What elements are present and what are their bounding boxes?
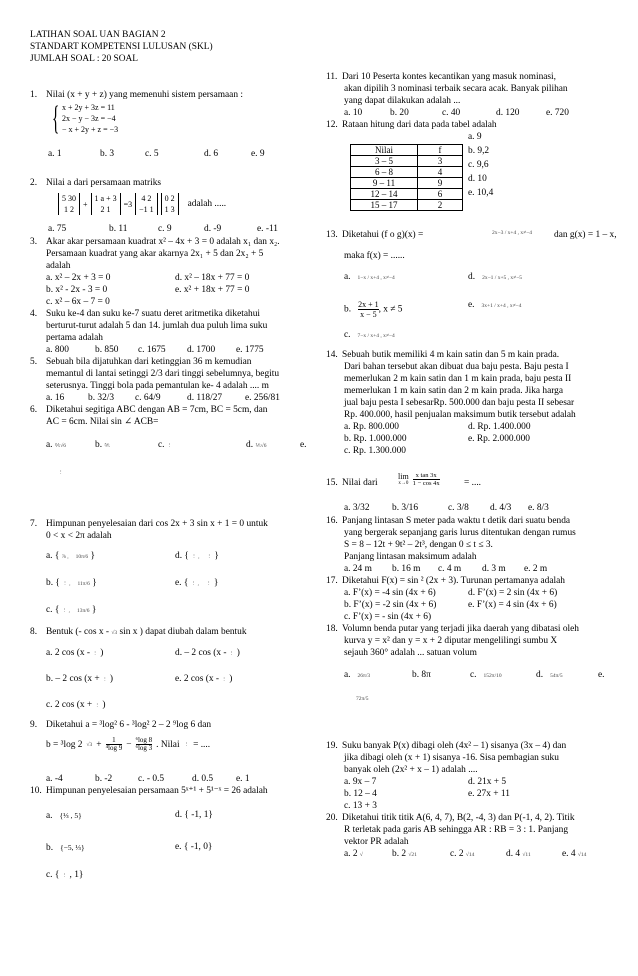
q6-option-b[interactable]: b. ⅗ <box>95 440 110 450</box>
q18-line-3: sejauh 360° adalah ... satuan volum <box>344 648 477 658</box>
matrix-2: 1 a + 3 2 1 <box>91 193 121 215</box>
question-12: 12. Rataan hitung dari data pada tabel adalah <box>326 120 497 130</box>
q1-system: { x + 2y + 3z = 11 2x − y − 3z = −4 − x + 2y + z = −3 <box>52 100 119 137</box>
question-17: 17. Diketahui F(x) = sin ² (2x + 3). Turunan pertamanya adalah <box>326 576 565 586</box>
q16-option-d[interactable]: d. 3 m <box>482 564 506 574</box>
q1-option-a[interactable]: a. 1 <box>48 149 62 159</box>
question-1: 1. Nilai (x + y + z) yang memenuhi sistem persamaan : <box>30 90 243 100</box>
q4-option-e[interactable]: e. 1775 <box>236 345 264 355</box>
q19-option-a[interactable]: a. 9x – 7 <box>344 777 377 787</box>
q6-line-2: AC = 6cm. Nilai sin ∠ ACB= <box>46 417 159 427</box>
q19-option-c[interactable]: c. 13 + 3 <box>344 801 377 811</box>
q14-option-b[interactable]: b. Rp. 1.000.000 <box>344 434 407 444</box>
question-16: 16. Panjang lintasan S meter pada waktu t detik dari suatu benda <box>326 516 571 526</box>
q15-option-a[interactable]: a. 3/32 <box>344 503 370 513</box>
q1-option-b[interactable]: b. 3 <box>100 149 115 159</box>
q5-option-b[interactable]: b. 32/3 <box>88 393 115 403</box>
q20-option-c[interactable]: c. 2 √14 <box>450 849 475 859</box>
q20-option-b[interactable]: b. 2 √21 <box>392 849 417 859</box>
q16-option-c[interactable]: c. 4 m <box>438 564 462 574</box>
question-13: 13. Diketahui (f o g)(x) = <box>326 230 424 240</box>
q2-matrix-equation: 5 30 1 2 + 1 a + 3 2 1 =3 4 2 −1 1 0 2 1 3 adalah ..... <box>58 193 226 215</box>
q5-line-3: seterusnya. Tinggi bola pada pemantulan ke- 4 adalah .... m <box>46 381 269 391</box>
q3-option-b[interactable]: b. x² - 2x - 3 = 0 <box>46 285 108 295</box>
q3-option-c[interactable]: c. x² – 6x – 7 = 0 <box>46 297 110 307</box>
q13-option-c[interactable]: c. 7−x / x+4 , x≠−4 <box>344 330 395 340</box>
q9-option-c[interactable]: c. - 0.5 <box>138 774 165 784</box>
q15-limit-expression: lim x→0 $\frac{\text{x tan 3x}}{1 - \cos 4x}$ <box>398 471 440 487</box>
q10-option-b[interactable]: b. {−5, ⅓} <box>46 843 85 853</box>
q9-option-e[interactable]: e. 1 <box>236 774 250 784</box>
q8-option-e[interactable]: e. 2 cos (x - ⋮ ) <box>175 674 233 684</box>
q20-option-d[interactable]: d. 4 √11 <box>506 849 531 859</box>
q18-option-a[interactable]: a. 26π/3 <box>344 670 371 680</box>
q19-line-2: jika dibagi oleh (x + 1) sisanya -16. Sisa pembagian suku <box>344 753 559 763</box>
question-3: 3. Akar akar persamaan kuadrat x² – 4x + 3 = 0 adalah x₁ dan x₂. <box>30 237 280 247</box>
q19-option-d[interactable]: d. 21x + 5 <box>468 777 507 787</box>
question-8: 8. Bentuk (- cos x - √3 sin x ) dapat diubah dalam bentuk <box>30 627 247 637</box>
q11-line-2: akan dipilih 3 nominasi terbaik secara acak. Banyak pilihan <box>344 84 568 94</box>
q15-option-c[interactable]: c. 3/8 <box>448 503 469 513</box>
question-20: 20. Diketahui titik titik A(6, 4, 7), B(2, -4, 3) dan P(-1, 4, 2). Titik <box>326 813 575 823</box>
q2-option-d[interactable]: d. -9 <box>204 224 222 234</box>
q7-option-a[interactable]: a. { ⅞ , 10π/6 } <box>46 551 96 561</box>
q4-option-b[interactable]: b. 850 <box>95 345 119 355</box>
q15-option-d[interactable]: d. 4/3 <box>490 503 512 513</box>
q11-option-b[interactable]: b. 20 <box>390 108 409 118</box>
q15-option-e[interactable]: e. 8/3 <box>528 503 549 513</box>
q18-option-c[interactable]: c. 152π/10 <box>470 670 502 680</box>
q14-line-2: Dari bahan tersebut akan dibuat dua baju pesta. Baju pesta I <box>344 362 569 372</box>
q10-option-d[interactable]: d. { -1, 1} <box>175 810 213 820</box>
q7-line-2: 0 < x < 2π adalah <box>46 531 112 541</box>
q4-line-3: pertama adalah <box>46 333 103 343</box>
q7-option-d[interactable]: d. { ⋮ , ⋮ } <box>175 551 219 561</box>
q16-option-b[interactable]: b. 16 m <box>392 564 421 574</box>
q4-line-2: berturut-turut adalah 5 dan 14. jumlah dua puluh lima suku <box>46 321 268 331</box>
q19-option-b[interactable]: b. 12 – 4 <box>344 789 377 799</box>
q11-option-a[interactable]: a. 10 <box>344 108 363 118</box>
q20-line-2: R terletak pada garis AB sehingga AR : RB = 3 : 1. Panjang <box>344 825 569 835</box>
q17-option-c[interactable]: c. F’(x) = - sin (4x + 6) <box>344 612 432 622</box>
q12-option-c[interactable]: c. 9,6 <box>468 160 489 170</box>
q12-option-b[interactable]: b. 9,2 <box>468 146 490 156</box>
matrix-3: 4 2 −1 1 <box>135 193 158 215</box>
q13-option-d[interactable]: d. 2x−1 / x+5 , x≠−5 <box>468 272 523 282</box>
question-18: 18. Volumn benda putar yang terjadi jika daerah yang dibatasi oleh <box>326 624 579 634</box>
q18-option-e-value: 72π/5 <box>356 696 369 702</box>
question-15: 15. Nilai dari <box>326 478 378 488</box>
q11-line-3: yang dapat dilakukan adalah ... <box>344 96 461 106</box>
q13-option-e[interactable]: e. 3x+1 / x+4 , x≠−4 <box>468 300 522 310</box>
q6-option-e[interactable]: e. <box>300 440 307 450</box>
table-row: 15 – 17 2 <box>351 200 463 211</box>
question-4: 4. Suku ke-4 dan suku ke-7 suatu deret aritmetika diketahui <box>30 309 261 319</box>
question-7: 7. Himpunan penyelesaian dari cos 2x + 3 sin x + 1 = 0 untuk <box>30 519 268 529</box>
table-row: 6 – 8 4 <box>351 167 463 178</box>
q2-option-c[interactable]: c. 9 <box>158 224 172 234</box>
q16-line-3: S = 8 – 12t + 9t² – 2t³, dengan 0 ≤ t ≤ 3. <box>344 540 493 550</box>
q17-option-e[interactable]: e. F’(x) = 4 sin (4x + 6) <box>468 600 557 610</box>
q7-option-c[interactable]: c. { ⋮ , 13π/6 } <box>46 605 97 615</box>
q5-option-a[interactable]: a. 16 <box>46 393 65 403</box>
q6-option-e-value: ⋮ <box>58 470 64 476</box>
question-9: 9. Diketahui a = ³log² 6 - ³log² 2 – 2 ⁹log 6 dan <box>30 720 212 730</box>
q14-option-d[interactable]: d. Rp. 1.400.000 <box>468 422 531 432</box>
q6-option-a[interactable]: a. ⅖√6 <box>46 440 66 450</box>
q7-option-b[interactable]: b. { ⋮ , 11π/6 } <box>46 578 97 588</box>
q14-option-a[interactable]: a. Rp. 800.000 <box>344 422 399 432</box>
q14-option-e[interactable]: e. Rp. 2.000.000 <box>468 434 530 444</box>
question-6: 6. Diketahui segitiga ABC dengan AB = 7cm, BC = 5cm, dan <box>30 405 268 415</box>
q16-line-2: yang bergerak sepanjang garis lurus ditentukan dengan rumus <box>344 528 576 538</box>
q20-option-a[interactable]: a. 2 √ <box>344 849 363 859</box>
table-row: 9 – 11 9 <box>351 178 463 189</box>
q5-line-2: memantul di lantai setinggi 2/3 dari tinggi sebelumnya, begitu <box>46 369 280 379</box>
q17-option-b[interactable]: b. F’(x) = -2 sin (4x + 6) <box>344 600 437 610</box>
q10-option-c[interactable]: c. { ⋮ , 1} <box>46 870 84 880</box>
table-header-row: Nilai f <box>351 145 463 156</box>
q4-option-a[interactable]: a. 800 <box>46 345 69 355</box>
q11-option-e[interactable]: e. 720 <box>546 108 569 118</box>
q12-option-d[interactable]: d. 10 <box>468 174 487 184</box>
q11-option-d[interactable]: d. 120 <box>496 108 520 118</box>
q12-option-a[interactable]: a. 9 <box>468 132 482 142</box>
q12-frequency-table <box>350 144 463 211</box>
q18-option-d[interactable]: d. 54π/5 <box>536 670 563 680</box>
q1-option-c[interactable]: c. 5 <box>145 149 159 159</box>
question-5: 5. Sebuah bila dijatuhkan dari ketinggian 36 m kemudian <box>30 357 252 367</box>
q2-option-e[interactable]: e. -11 <box>257 224 278 234</box>
q3-option-a[interactable]: a. x² – 2x + 3 = 0 <box>46 273 111 283</box>
q4-option-d[interactable]: d. 1700 <box>187 345 216 355</box>
q8-option-c[interactable]: c. 2 cos (x + ⋮ ) <box>46 700 106 710</box>
q2-option-a[interactable]: a. 75 <box>48 224 67 234</box>
question-14: 14. Sebuah butik memiliki 4 m kain satin dan 5 m kain prada. <box>326 350 560 360</box>
q4-option-c[interactable]: c. 1675 <box>138 345 166 355</box>
brace-icon: { <box>52 100 60 137</box>
q10-option-e[interactable]: e. { -1, 0} <box>175 842 213 852</box>
question-19: 19. Suku banyak P(x) dibagi oleh (4x² – 1) sisanya (3x – 4) dan <box>326 741 567 751</box>
q9-option-a[interactable]: a. -4 <box>46 774 63 784</box>
q16-option-e[interactable]: e. 2 m <box>524 564 548 574</box>
q18-option-e[interactable]: e. <box>598 670 605 680</box>
q8-option-d[interactable]: d. – 2 cos (x - ⋮ ) <box>175 648 240 658</box>
q20-option-e[interactable]: e. 4 √14 <box>562 849 587 859</box>
q20-line-3: vektor PR adalah <box>344 837 409 847</box>
q5-option-e[interactable]: e. 256/81 <box>245 393 280 403</box>
header-skl: STANDART KOMPETENSI LULUSAN (SKL) <box>30 42 213 52</box>
matrix-4: 0 2 1 3 <box>161 193 179 215</box>
q18-option-b[interactable]: b. 8π <box>412 670 431 680</box>
q1-option-e[interactable]: e. 9 <box>251 149 265 159</box>
q16-line-4: Panjang lintasan maksimum adalah <box>344 552 477 562</box>
question-10: 10. Himpunan penyelesaian persamaan 5ˣ⁺¹ + 5¹⁻ˣ = 26 adalah <box>30 786 268 796</box>
q19-option-e[interactable]: e. 27x + 11 <box>468 789 510 799</box>
q8-option-a[interactable]: a. 2 cos (x - ⋮ ) <box>46 648 104 658</box>
q10-option-a[interactable]: a. {⅓ , 5} <box>46 811 82 821</box>
q12-option-e[interactable]: e. 10,4 <box>468 188 494 198</box>
q8-option-b[interactable]: b. – 2 cos (x + ⋮ ) <box>46 674 114 684</box>
q14-line-3: memerlukan 2 m kain satin dan 1 m kain prada, baju pesta II <box>344 374 572 384</box>
q18-line-2: kurva y = x² dan y = x + 2 diputar mengelilingi sumbu X <box>344 636 558 646</box>
q17-option-a[interactable]: a. F’(x) = -4 sin (4x + 6) <box>344 588 436 598</box>
q14-line-4: memerlukan 1 m kain satin dan 2 m kain prada. Jika harga <box>344 386 564 396</box>
q5-option-c[interactable]: c. 64/9 <box>135 393 161 403</box>
q3-option-d[interactable]: d. x² – 18x + 77 = 0 <box>175 273 250 283</box>
header-count: JUMLAH SOAL : 20 SOAL <box>30 54 138 64</box>
q13-line-2: maka f(x) = ...... <box>344 251 405 261</box>
q5-option-d[interactable]: d. 118/27 <box>187 393 223 403</box>
q7-option-e[interactable]: e. { ⋮ , ⋮ } <box>175 578 219 588</box>
q14-line-5: jual baju pesta I sebesarRp. 500.000 dan baju pesta II sebesar <box>344 398 575 408</box>
q3-option-e[interactable]: e. x² + 18x + 77 = 0 <box>175 285 250 295</box>
table-row: 3 – 5 3 <box>351 156 463 167</box>
q9-b-expression: b = ³log 2 √3 + $\frac{1}{\text{⁴log 9}}$ − $\frac{\text{⁶log 8}}{\text{⁶log 3}}$ . Nilai ⋮ = .... <box>46 736 211 752</box>
q16-option-a[interactable]: a. 24 m <box>344 564 372 574</box>
q13-g-definition: dan g(x) = 1 – x, <box>554 230 617 240</box>
q13-fog-fraction: 2x−3 / x+4 , x≠−4 <box>492 230 532 236</box>
q15-tail: = .... <box>464 478 482 488</box>
q3-line-2: Persamaan kuadrat yang akar akarnya 2x₁ + 5 dan 2x₂ + 5 <box>46 249 264 259</box>
q9-option-d[interactable]: d. 0.5 <box>192 774 214 784</box>
q17-option-d[interactable]: d. F’(x) = 2 sin (4x + 6) <box>468 588 558 598</box>
q9-option-b[interactable]: b. -2 <box>95 774 113 784</box>
table-row: 12 – 14 6 <box>351 189 463 200</box>
q2-option-b[interactable]: b. 11 <box>109 224 128 234</box>
q13-option-a[interactable]: a. 1−x / x+4 , x≠−4 <box>344 272 395 282</box>
q6-option-c[interactable]: c. ⋮ <box>158 440 173 450</box>
q13-option-b[interactable]: b. $\frac{2x + 1}{x - 5}$ , x ≠ 5 <box>344 300 403 319</box>
header-title: LATIHAN SOAL UAN BAGIAN 2 <box>30 30 166 40</box>
q15-option-b[interactable]: b. 3/16 <box>392 503 419 513</box>
q11-option-c[interactable]: c. 40 <box>442 108 461 118</box>
q1-option-d[interactable]: d. 6 <box>204 149 219 159</box>
q14-line-6: Rp. 400.000, hasil penjualan maksimum butik tersebut adalah <box>344 410 576 420</box>
question-2: 2. Nilai a dari persamaan matriks <box>30 178 162 188</box>
q6-option-d[interactable]: d. ⅕√6 <box>246 440 267 450</box>
matrix-1: 5 30 1 2 <box>58 193 80 215</box>
q19-line-3: banyak oleh (2x² + x – 1) adalah .... <box>344 765 478 775</box>
question-11: 11. Dari 10 Peserta kontes kecantikan yang masuk nominasi, <box>326 72 557 82</box>
q14-option-c[interactable]: c. Rp. 1.300.000 <box>344 446 406 456</box>
q3-line-3: adalah <box>46 261 71 271</box>
